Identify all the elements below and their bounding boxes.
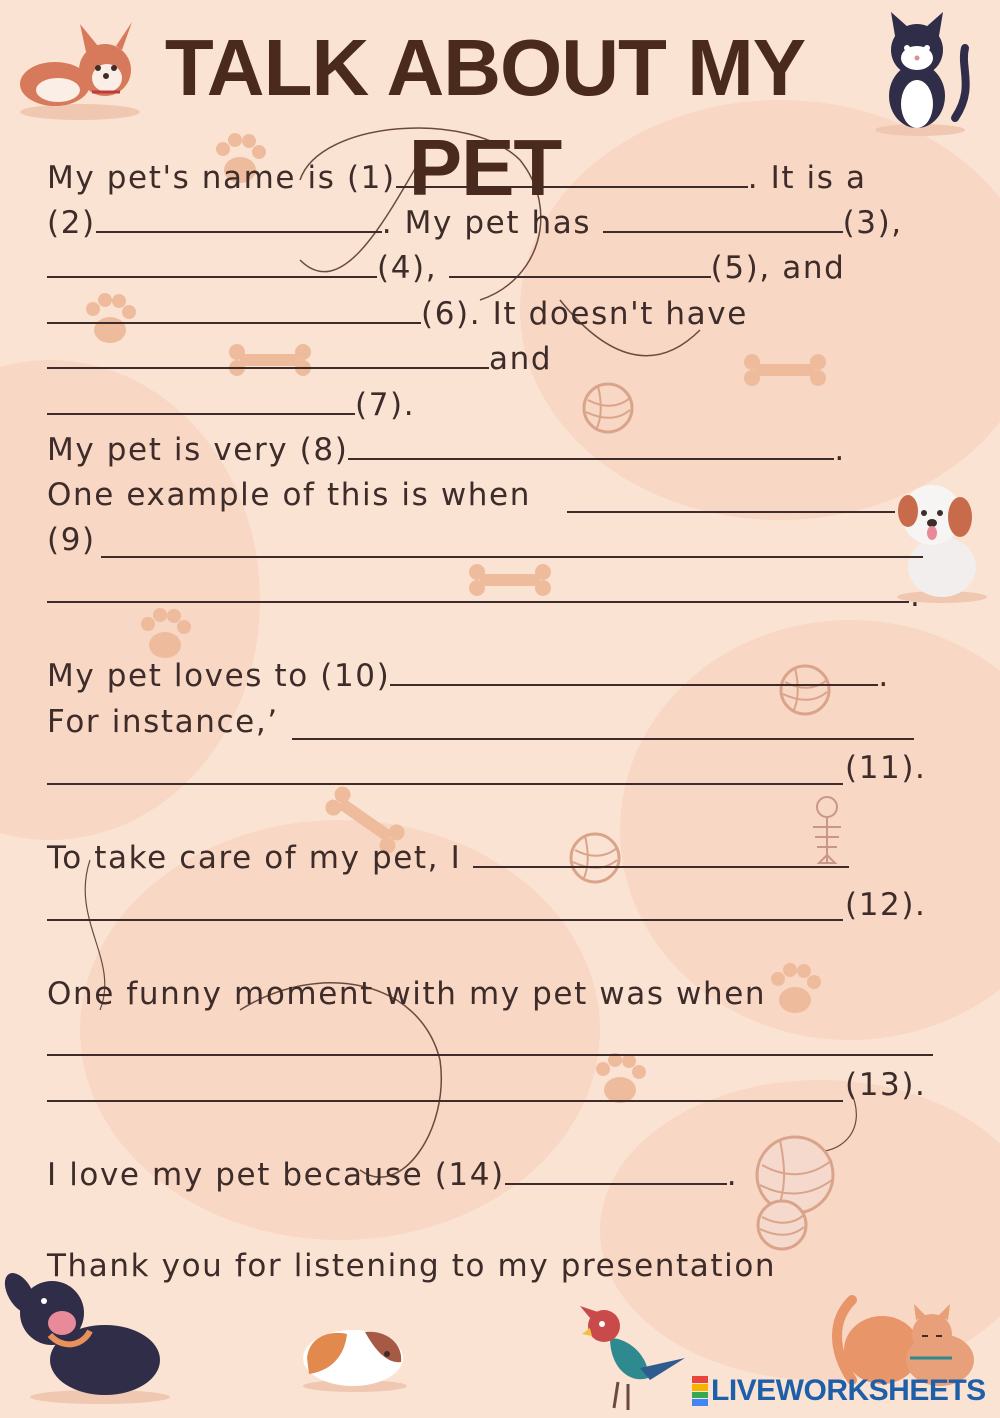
worksheet-line-9 bbox=[47, 522, 96, 558]
blank-13b[interactable] bbox=[47, 1100, 843, 1102]
parrot-bird-icon bbox=[570, 1298, 690, 1418]
yarn-ball-icon bbox=[578, 378, 638, 438]
worksheet-line-2 bbox=[47, 205, 903, 241]
blank-9c[interactable] bbox=[47, 601, 909, 603]
worksheet-line-4 bbox=[47, 296, 748, 332]
sheepdog-icon bbox=[882, 475, 992, 605]
blank-12a[interactable] bbox=[473, 840, 849, 868]
line-text: (12). bbox=[845, 887, 927, 923]
blank-10[interactable] bbox=[390, 658, 878, 686]
yarn-ball-icon bbox=[752, 1195, 812, 1255]
line-text: (7). bbox=[355, 387, 416, 423]
line-text: For instance,’ bbox=[47, 704, 279, 740]
blank-14[interactable] bbox=[505, 1157, 727, 1185]
line-text: To take care of my pet, I bbox=[47, 840, 473, 876]
blank-9b[interactable] bbox=[101, 556, 923, 558]
blank-3[interactable] bbox=[603, 205, 843, 233]
paw-print-icon bbox=[760, 955, 830, 1025]
line-text: (4), bbox=[377, 250, 449, 286]
black-white-cat-icon bbox=[865, 8, 975, 138]
black-dog-icon bbox=[0, 1265, 180, 1405]
worksheet-line-7 bbox=[47, 432, 846, 468]
line-text: My pet loves to (10) bbox=[47, 658, 391, 694]
line-text: I love my pet because (14) bbox=[47, 1157, 505, 1193]
worksheet-line-6 bbox=[47, 387, 415, 423]
blank-9a[interactable] bbox=[567, 511, 895, 513]
worksheet-line-5 bbox=[47, 341, 552, 377]
blank-12b[interactable] bbox=[47, 919, 843, 921]
line-text: My pet is very (8) bbox=[47, 432, 349, 468]
closing-line: Thank you for listening to my presentation bbox=[47, 1248, 777, 1284]
worksheet-line-16 bbox=[47, 976, 766, 1012]
worksheet-line-12 bbox=[47, 704, 279, 740]
worksheet-line-1 bbox=[47, 160, 867, 196]
line-text: . bbox=[878, 658, 890, 694]
line-text: (13). bbox=[845, 1067, 927, 1103]
bone-icon bbox=[465, 560, 555, 600]
blank-1[interactable] bbox=[396, 160, 748, 188]
line-text: . bbox=[726, 1157, 739, 1193]
line-text: (2) bbox=[47, 205, 96, 241]
blank-4[interactable] bbox=[47, 250, 377, 278]
worksheet-line-19 bbox=[47, 1157, 738, 1193]
line-text: My pet's name is (1) bbox=[47, 160, 396, 196]
page-title: TALK ABOUT MY PET bbox=[164, 23, 806, 212]
worksheet-line-14 bbox=[47, 840, 849, 876]
line-text: and bbox=[489, 341, 553, 377]
logo-text: LIVEWORKSHEETS bbox=[711, 1374, 986, 1407]
blank-8[interactable] bbox=[348, 432, 834, 460]
line-text: One funny moment with my pet was when bbox=[47, 976, 767, 1012]
blank-11b[interactable] bbox=[47, 783, 843, 785]
bone-icon bbox=[740, 350, 830, 390]
liveworksheets-logo bbox=[692, 1374, 986, 1408]
line-text: . It is a bbox=[747, 160, 867, 196]
logo-mark-icon bbox=[692, 1376, 708, 1406]
blank-13a[interactable] bbox=[47, 1054, 933, 1056]
guinea-pig-icon bbox=[295, 1318, 415, 1393]
line-text: . My pet has bbox=[381, 205, 603, 241]
blank-2[interactable] bbox=[96, 205, 382, 233]
blank-5[interactable] bbox=[449, 250, 711, 278]
worksheet-line-11 bbox=[47, 658, 890, 694]
line-text: (11). bbox=[845, 750, 927, 786]
blank-6[interactable] bbox=[47, 296, 421, 324]
blank-7a[interactable] bbox=[47, 341, 489, 369]
line-text: (6). It doesn't have bbox=[421, 296, 748, 332]
line-text: (9) bbox=[47, 522, 96, 558]
line-text: (3), bbox=[842, 205, 903, 241]
line-text: . bbox=[834, 432, 846, 468]
line-text: One example of this is when bbox=[47, 477, 531, 513]
orange-cats-icon bbox=[822, 1270, 982, 1390]
worksheet-line-8 bbox=[47, 477, 531, 513]
blank-7b[interactable] bbox=[47, 387, 355, 415]
line-text: (5), and bbox=[710, 250, 846, 286]
blank-11a[interactable] bbox=[292, 738, 914, 740]
line-end-punctuation: . bbox=[910, 578, 922, 614]
worksheet-line-3 bbox=[47, 250, 845, 286]
